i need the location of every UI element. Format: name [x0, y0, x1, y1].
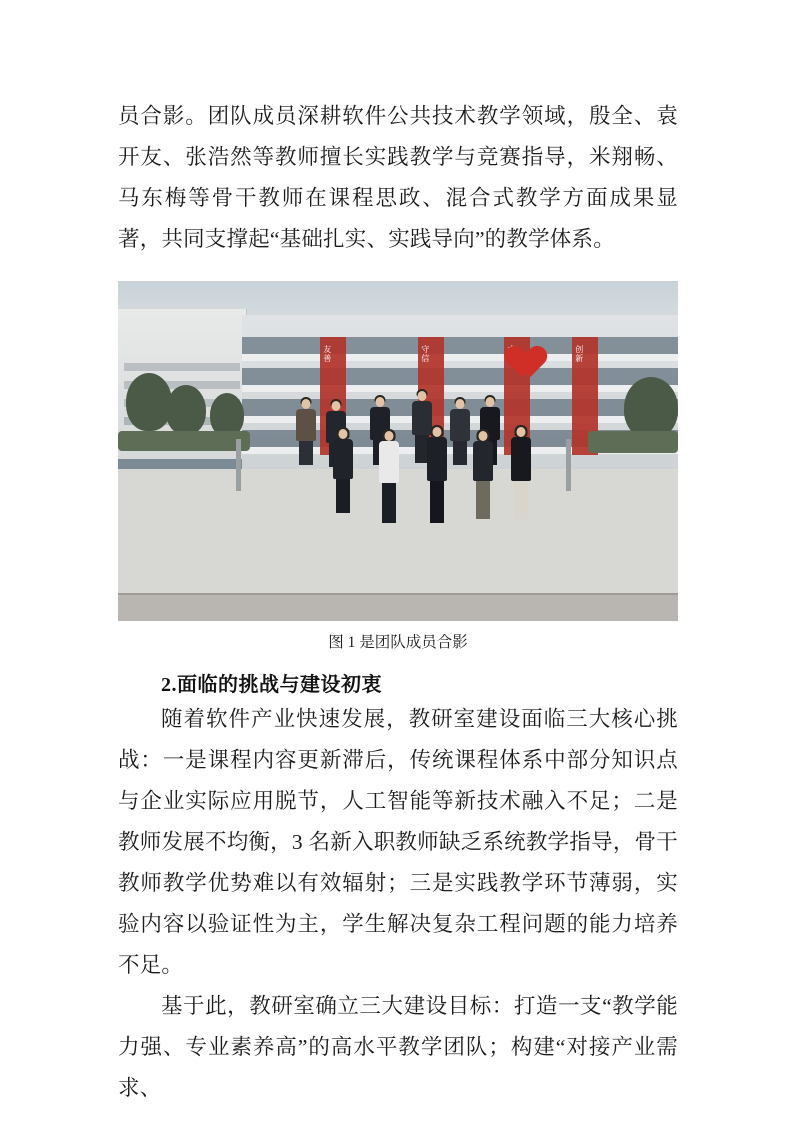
tree: [126, 373, 172, 431]
paragraph-challenges: 随着软件产业快速发展，教研室建设面临三大核心挑战：一是课程内容更新滞后，传统课程体系中部分知识点与企业实际应用脱节，人工智能等新技术融入不足；二是教师发展不均衡，3 名新入职教师缺乏系统教学指导，骨干教师教学优势难以有效辐射；三是实践教学环节薄弱，实验内容以验证性为主，学生解决复杂工程问题的能力培养不足。: [118, 707, 678, 977]
banner-text-2: 守信: [420, 345, 430, 363]
hedge: [118, 431, 250, 451]
banner-text-3: 求精: [506, 345, 516, 363]
plaza-ground: [118, 593, 678, 621]
hedge: [588, 431, 678, 453]
handrail: [236, 439, 241, 491]
person: [376, 431, 402, 523]
figure-team-photo: [118, 281, 678, 652]
banner-text-4: 创新: [574, 345, 584, 363]
person: [330, 429, 356, 513]
heart-decoration: [496, 329, 536, 365]
person: [470, 431, 496, 519]
person: [508, 427, 534, 519]
banner-text-1: 友善: [322, 345, 332, 363]
team-photo-image: [118, 281, 678, 621]
section-heading: 2.面临的挑战与建设初衷: [161, 674, 382, 696]
person: [448, 399, 472, 465]
handrail: [566, 439, 571, 491]
paragraph-intro: 员合影。团队成员深耕软件公共技术教学领域，殷全、袁开友、张浩然等教师擅长实践教学与竞赛指导，米翔畅、马东梅等骨干教师在课程思政、混合式教学方面成果显著，共同支撑起“基础扎实、实践导向”的教学体系。: [118, 104, 678, 251]
tree: [624, 377, 678, 439]
figure-caption: 图 1 是团队成员合影: [328, 634, 468, 651]
person: [424, 427, 450, 523]
person: [294, 399, 318, 465]
tree: [166, 385, 206, 435]
page-content: [118, 96, 678, 1109]
paragraph-goals: 基于此，教研室确立三大建设目标：打造一支“教学能力强、专业素养高”的高水平教学团队；构建“对接产业需求、: [118, 994, 678, 1100]
